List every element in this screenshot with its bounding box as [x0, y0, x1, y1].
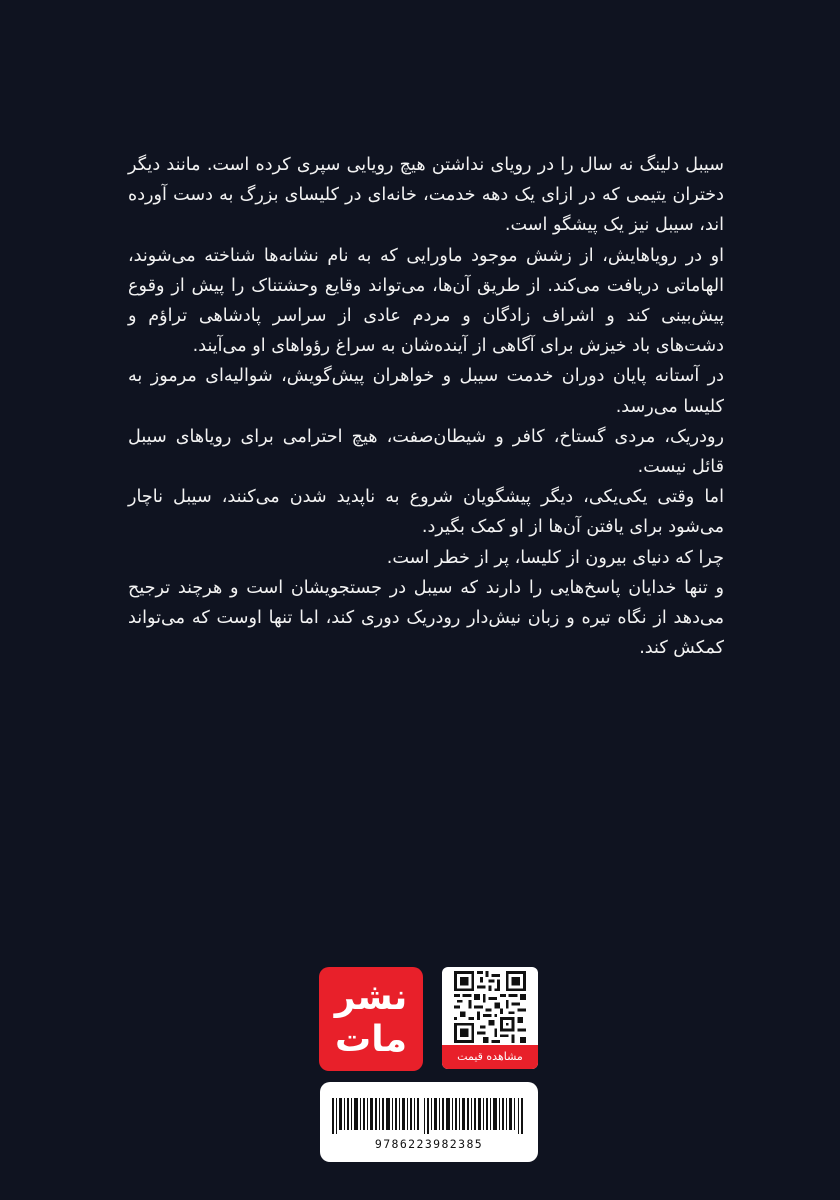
blurb-paragraph: در آستانه پایان دوران خدمت سیبل و خواهران پیش‌گویش، شوالیه‌ای مرموز به کلیسا می‌رسد. [128, 366, 724, 417]
price-qr-card[interactable] [442, 967, 538, 1069]
qr-code-icon [452, 971, 528, 1043]
publisher-logo [319, 967, 423, 1071]
blurb-paragraph: چرا که دنیای بیرون از کلیسا، پر از خطر است. [386, 547, 724, 568]
price-qr-label: مشاهده قیمت [442, 1045, 538, 1069]
blurb-paragraph: اما وقتی یکی‌یکی، دیگر پیشگویان شروع به ناپدید شدن می‌کنند، سیبل ناچار می‌شود برای یافتن آن‌ها از او کمک بگیرد. [128, 487, 724, 538]
blurb-paragraph: او در رویاهایش، از زشش موجود ماورایی که به نام نشانه‌ها شناخته می‌شوند، الهاماتی دریافت می‌کند. از طریق آن‌ها، می‌تواند وقایع وحشتناک را پیش از وقوع پیش‌بینی کند و اشراف زادگان و مردم عادی از سراسر پادشاهی تراؤم و دشت‌های باد خیزش برای آگاهی از آینده‌شان به سراغ رؤواهای او می‌آیند. [128, 245, 724, 357]
publisher-logo-line1: نشر [334, 977, 408, 1018]
isbn-barcode [320, 1082, 538, 1162]
back-cover-blurb [128, 150, 724, 663]
blurb-paragraph: و تنها خدایان پاسخ‌هایی را دارند که سیبل در جستجویشان است و هرچند ترجیح می‌دهد از نگاه تیره و زبان نیش‌دار رودریک دوری کند، اما تنها اوست که می‌تواند کمکش کند. [128, 577, 724, 659]
blurb-paragraph: رودریک، مردی گستاخ، کافر و شیطان‌صفت، هیچ احترامی برای رویاهای سیبل قائل نیست. [128, 426, 724, 478]
isbn-number: 9786223982385 [374, 1137, 484, 1151]
blurb-paragraph: سیبل دلینگ نه سال را در رویای نداشتن هیچ رویایی سپری کرده است. مانند دیگر دختران یتیمی که در ازای یک دهه خدمت، خانه‌ای در کلیسای بزرگ به دست آورده اند، سیبل نیز یک پیشگو است. [128, 155, 724, 236]
publisher-logo-line2: مات [335, 1019, 407, 1060]
barcode-icon [332, 1098, 526, 1134]
